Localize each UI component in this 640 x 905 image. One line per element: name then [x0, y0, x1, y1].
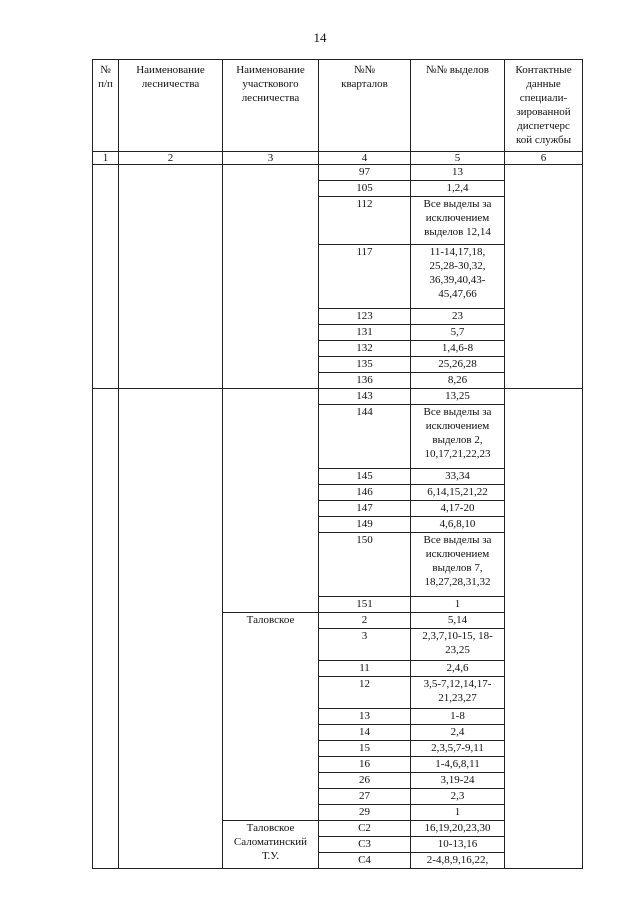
allotment-list: [411, 197, 505, 245]
quarter-number: [319, 613, 411, 629]
quarter-number-text: 13: [359, 710, 370, 722]
allotment-list: [411, 357, 505, 373]
allotment-list-text: Все выделы за исключением выделов 7, 18,27,28,31,32: [423, 534, 492, 588]
blank-district-cell: [223, 389, 319, 613]
allotment-list: [411, 533, 505, 597]
blank-num-cell: [93, 389, 119, 869]
quarter-number-text: 26: [359, 774, 370, 786]
col-number: 3: [223, 152, 319, 165]
quarter-number: [319, 389, 411, 405]
allotment-list-text: 23: [452, 310, 463, 322]
allotment-list: [411, 373, 505, 389]
allotment-list: [411, 405, 505, 469]
header-contacts-text: Контактные данные специали- зированной диспетчерс кой службы: [515, 64, 572, 146]
allotment-list: [411, 165, 505, 181]
allotment-list-text: 2-4,8,9,16,22,: [426, 854, 489, 866]
allotment-list: [411, 725, 505, 741]
allotment-list: [411, 773, 505, 789]
header-quarters-text: №№ кварталов: [341, 64, 388, 90]
allotment-list: [411, 597, 505, 613]
allotment-list: [411, 741, 505, 757]
allotment-list-text: 1,2,4: [446, 182, 469, 194]
quarter-number: [319, 181, 411, 197]
allotment-list-text: 2,3: [450, 790, 465, 802]
allotment-list: [411, 309, 505, 325]
quarter-number-text: 135: [356, 358, 373, 370]
quarter-number: [319, 197, 411, 245]
allotment-list-text: 3,5-7,12,14,17- 21,23,27: [423, 678, 492, 704]
quarter-number-text: 14: [359, 726, 370, 738]
quarter-number-text: 149: [356, 518, 373, 530]
allotment-list: [411, 677, 505, 709]
header-num: [93, 60, 119, 152]
quarter-number: [319, 357, 411, 373]
quarter-number: [319, 485, 411, 501]
district-name-text: Таловское Саломатинский Т.У.: [233, 822, 308, 862]
blank-forestry-cell: [119, 389, 223, 869]
table-row: [93, 389, 583, 405]
allotment-list: [411, 853, 505, 869]
blank-num-cell: [93, 165, 119, 389]
allotment-list-text: 1-8: [450, 710, 465, 722]
quarter-number-text: 123: [356, 310, 373, 322]
district-name: [223, 821, 319, 869]
col-number: 2: [119, 152, 223, 165]
allotment-list-text: Все выделы за исключением выделов 12,14: [423, 198, 492, 238]
allotment-list: [411, 501, 505, 517]
allotment-list-text: 1: [454, 598, 461, 610]
blank-contacts-cell: [505, 389, 583, 869]
allotment-list: [411, 789, 505, 805]
district-name-text: Таловское: [246, 614, 295, 626]
allotment-list-text: Все выделы за исключением выделов 2, 10,17,21,22,23: [423, 406, 492, 460]
quarter-number-text: 143: [356, 390, 373, 402]
header-forestry-text: Наименование лесничества: [136, 64, 205, 90]
quarter-number-text: 15: [359, 742, 370, 754]
quarter-number-text: 11: [359, 662, 370, 674]
quarter-number: [319, 501, 411, 517]
quarter-number-text: 136: [356, 374, 373, 386]
allotment-list-text: 2,3,7,10-15, 18- 23,25: [422, 630, 493, 656]
header-allotments-text: №№ выделов: [426, 64, 489, 76]
quarter-number: [319, 757, 411, 773]
quarter-number-text: С2: [358, 822, 371, 834]
blank-district-cell: [223, 165, 319, 389]
allotment-list-text: 13: [452, 166, 463, 178]
quarter-number-text: 3: [361, 630, 368, 642]
quarter-number-text: 97: [359, 166, 370, 178]
allotment-list: [411, 757, 505, 773]
allotment-list-text: 2,3,5,7-9,11: [431, 742, 484, 754]
allotment-list: [411, 821, 505, 837]
quarter-number-text: 150: [356, 534, 373, 546]
quarter-number-text: 151: [356, 598, 373, 610]
blank-forestry-cell: [119, 165, 223, 389]
quarter-number-text: 146: [356, 486, 373, 498]
quarter-number-text: 147: [356, 502, 373, 514]
allotment-list-text: 4,6,8,10: [439, 518, 476, 530]
allotment-list: [411, 389, 505, 405]
allotment-list-text: 5,14: [447, 614, 468, 626]
allotment-list: [411, 245, 505, 309]
header-district-text: Наименование участкового лесничества: [236, 64, 305, 104]
allotment-list: [411, 709, 505, 725]
allotment-list-text: 5,7: [450, 326, 465, 338]
quarter-number: [319, 853, 411, 869]
allotment-list-text: 13,25: [445, 390, 470, 402]
quarter-number: [319, 533, 411, 597]
allotment-list: [411, 325, 505, 341]
allotment-list: [411, 469, 505, 485]
quarter-number: [319, 517, 411, 533]
quarter-number: [319, 821, 411, 837]
allotment-list-text: 6,14,15,21,22: [427, 486, 488, 498]
allotment-list: [411, 181, 505, 197]
column-number-row: [93, 152, 583, 165]
quarter-number-text: 117: [356, 246, 373, 258]
quarter-number: [319, 373, 411, 389]
allotments-table: [92, 59, 583, 869]
quarter-number: [319, 341, 411, 357]
quarter-number-text: 105: [356, 182, 373, 194]
quarter-number: [319, 325, 411, 341]
header-contacts: [505, 60, 583, 152]
district-name: [223, 613, 319, 821]
allotment-list-text: 25,26,28: [438, 358, 477, 370]
quarter-number: [319, 629, 411, 661]
allotment-list: [411, 341, 505, 357]
col-number: 4: [319, 152, 411, 165]
blank-contacts-cell: [505, 165, 583, 389]
quarter-number: [319, 245, 411, 309]
quarter-number: [319, 773, 411, 789]
header-forestry: [119, 60, 223, 152]
allotment-list-text: 2,4: [450, 726, 465, 738]
col-number: 6: [505, 152, 583, 165]
header-district: [223, 60, 319, 152]
quarter-number-text: 112: [356, 198, 373, 210]
allotment-list-text: 3,19-24: [440, 774, 475, 786]
allotment-list: [411, 661, 505, 677]
header-allotments: [411, 60, 505, 152]
quarter-number-text: 131: [356, 326, 373, 338]
allotment-list-text: 2,4,6: [446, 662, 469, 674]
quarter-number: [319, 725, 411, 741]
allotment-list-text: 8,26: [447, 374, 468, 386]
allotment-list-text: 33,34: [445, 470, 470, 482]
allotment-list-text: 1-4,6,8,11: [435, 758, 480, 770]
quarter-number: [319, 597, 411, 613]
quarter-number-text: 145: [356, 470, 373, 482]
header-quarters: [319, 60, 411, 152]
quarter-number: [319, 469, 411, 485]
col-number: 1: [93, 152, 119, 165]
allotment-list-text: 16,19,20,23,30: [424, 822, 491, 834]
quarter-number: [319, 805, 411, 821]
allotment-list: [411, 837, 505, 853]
quarter-number-text: 16: [359, 758, 370, 770]
allotment-list-text: 4,17-20: [440, 502, 475, 514]
page-number: 14: [313, 30, 327, 45]
quarter-number: [319, 309, 411, 325]
quarter-number-text: 29: [359, 806, 370, 818]
quarter-number-text: С4: [358, 854, 371, 866]
allotment-list-text: 11-14,17,18, 25,28-30,32, 36,39,40,43- 45,47,66: [429, 246, 486, 300]
allotment-list: [411, 517, 505, 533]
allotment-list: [411, 805, 505, 821]
col-number: 5: [411, 152, 505, 165]
quarter-number-text: 132: [356, 342, 373, 354]
quarter-number: [319, 405, 411, 469]
table-row: [93, 165, 583, 181]
quarter-number: [319, 709, 411, 725]
quarter-number: [319, 789, 411, 805]
quarter-number-text: С3: [358, 838, 371, 850]
quarter-number-text: 2: [361, 614, 368, 626]
allotment-list: [411, 613, 505, 629]
allotment-list-text: 1: [454, 806, 461, 818]
allotment-list: [411, 485, 505, 501]
allotment-list-text: 1,4,6-8: [441, 342, 474, 354]
quarter-number-text: 144: [356, 406, 373, 418]
quarter-number: [319, 837, 411, 853]
quarter-number-text: 12: [359, 678, 370, 690]
quarter-number-text: 27: [359, 790, 370, 802]
quarter-number: [319, 741, 411, 757]
allotment-list-text: 10-13,16: [437, 838, 478, 850]
quarter-number: [319, 661, 411, 677]
quarter-number: [319, 677, 411, 709]
table-body: [93, 165, 583, 869]
header-row: [93, 60, 583, 152]
quarter-number: [319, 165, 411, 181]
header-num-text: № п/п: [98, 64, 113, 90]
allotment-list: [411, 629, 505, 661]
